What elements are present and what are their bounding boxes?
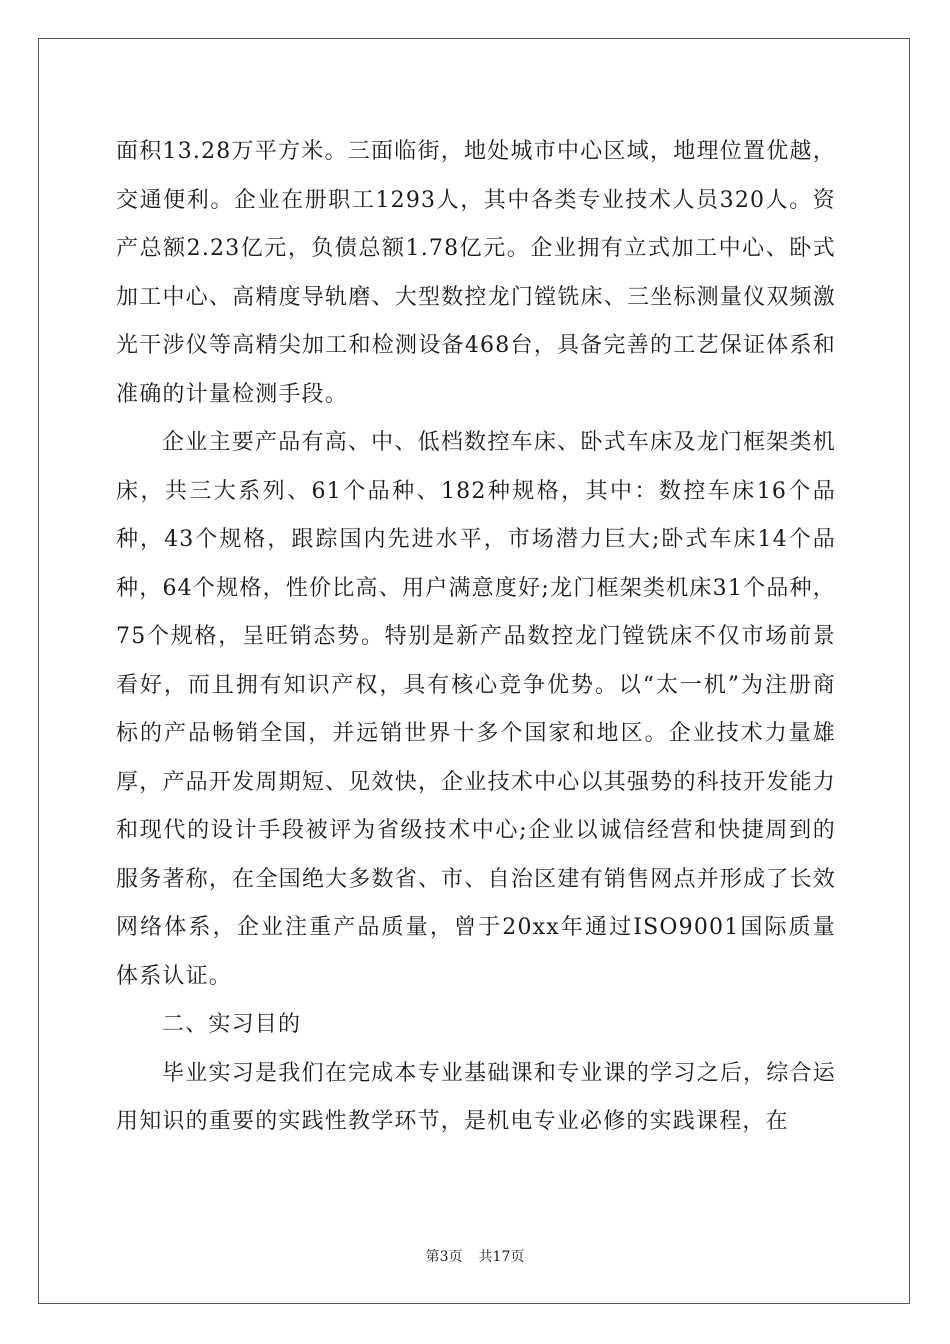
paragraph-company-overview: 面积13.28万平方米。三面临街，地处城市中心区域，地理位置优越，交通便利。企业在册职工1293人，其中各类专业技术人员320人。资产总额2.23亿元，负债总额1.78亿元。企业拥有立式加工中心、卧式加工中心、高精度导轨磨、大型数控龙门镗铣床、三坐标测量仪双频激光干涉仪等高精尖加工和检测设备468台，具备完善的工艺保证体系和准确的计量检测手段。: [116, 139, 836, 407]
section-heading-internship-purpose: 二、实习目的: [162, 1012, 302, 1037]
page-number: 第3页: [425, 1249, 463, 1265]
document-body: [116, 128, 836, 1147]
paragraph-products: 企业主要产品有高、中、低档数控车床、卧式车床及龙门框架类机床，共三大系列、61个品种、182种规格，其中：数控车床16个品种，43个规格，跟踪国内先进水平，市场潜力巨大;卧式车床14个品种，64个规格，性价比高、用户满意度好;龙门框架类机床31个品种，75个规格，呈旺销态势。特别是新产品数控龙门镗铣床不仅市场前景看好，而且拥有知识产权，具有核心竞争优势。以“太一机”为注册商标的产品畅销全国，并远销世界十多个国家和地区。企业技术力量雄厚，产品开发周期短、见效快，企业技术中心以其强势的科技开发能力和现代的设计手段被评为省级技术中心;企业以诚信经营和快捷周到的服务著称，在全国绝大多数省、市、自治区建有销售网点并形成了长效网络体系，企业注重产品质量，曾于20xx年通过ISO9001国际质量体系认证。: [116, 430, 836, 989]
paragraph-internship-purpose: 毕业实习是我们在完成本专业基础课和专业课的学习之后，综合运用知识的重要的实践性教学环节，是机电专业必修的实践课程，在: [116, 1060, 836, 1134]
page-footer: [0, 1246, 950, 1266]
total-pages: 共17页: [478, 1249, 525, 1265]
